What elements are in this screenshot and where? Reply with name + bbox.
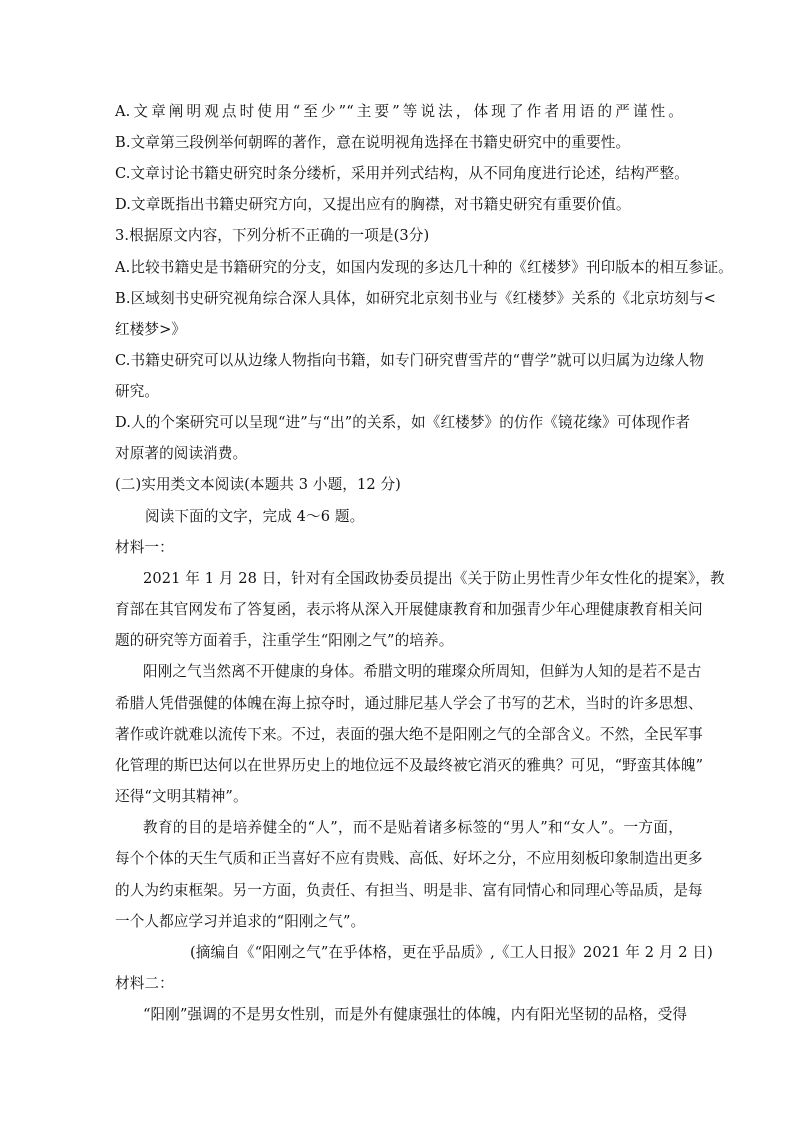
material-1-p2-line4: 化管理的斯巴达何以在世界历史上的地位远不及最终被它消灭的雅典？可见，“野蛮其体魄” [115, 757, 704, 774]
material-2-label: 材料二： [115, 975, 174, 992]
option-3d-line2: 对原著的阅读消费。 [115, 445, 248, 462]
material-1-p1-line1: 2021 年 1 月 28 日，针对有全国政协委员提出《关于防止男性青少年女性化的提案》，教 [143, 570, 725, 587]
material-1-p1-line3: 题的研究等方面着手，注重学生“阳刚之气”的培养。 [115, 632, 454, 649]
material-1-source: (摘编自《“阳刚之气”在乎体格，更在乎品质》,《工人日报》2021 年 2 月 2 日) [190, 944, 713, 961]
option-3a: A.比较书籍史是书籍研究的分支，如国内发现的多达几十种的《红楼梦》刊印版本的相互参证。 [115, 259, 733, 276]
material-1-p2-line1: 阳刚之气当然离不开健康的身体。希腊文明的璀璨众所周知，但鲜为人知的是若不是古 [143, 663, 702, 680]
material-1-p3-line2: 每个个体的天生气质和正当喜好不应有贵贱、高低、好坏之分，不应用刻板印象制造出更多 [115, 850, 703, 867]
option-3b-line1: B.区域刻书史研究视角综合深人具体，如研究北京刻书业与《红楼梦》关系的《北京坊刻与< [115, 290, 716, 307]
option-2d: D.文章既指出书籍史研究方向，又提出应有的胸襟，对书籍史研究有重要价值。 [115, 196, 631, 213]
section-instruction: 阅读下面的文字，完成 4～6 题。 [145, 508, 365, 525]
material-1-p1-line2: 育部在其官网发布了答复函，表示将从深入开展健康教育和加强青少年心理健康教育相关问 [115, 601, 703, 618]
section-heading: (二)实用类文本阅读(本题共 3 小题，12 分) [115, 476, 401, 493]
material-2-p1-line1: “阳刚”强调的不是男女性别，而是外有健康强壮的体魄，内有阳光坚韧的品格，受得 [143, 1006, 688, 1023]
material-1-p2-line3: 著作或许就难以流传下来。不过，表面的强大绝不是阳刚之气的全部含义。不然，全民军事 [115, 726, 703, 743]
material-1-p2-line5: 还得“文明其精神”。 [115, 788, 248, 805]
material-1-p3-line3: 的人为约束框架。另一方面，负责任、有担当、明是非、富有同情心和同理心等品质，是每 [115, 882, 703, 899]
option-3c-line2: 研究。 [115, 383, 160, 400]
option-3c-line1: C.书籍史研究可以从边缘人物指向书籍，如专门研究曹雪芹的“曹学”就可以归属为边缘人物 [115, 352, 704, 369]
option-2b: B.文章第三段例举何朝晖的著作，意在说明视角选择在书籍史研究中的重要性。 [115, 134, 631, 151]
option-3b-line2: 红楼梦>》 [115, 321, 187, 338]
material-1-p3-line4: 一个人都应学习并追求的“阳刚之气”。 [115, 913, 366, 930]
option-2a: A.文章阐明观点时使用“至少”“主要”等说法，体现了作者用语的严谨性。 [115, 103, 683, 120]
material-1-p3-line1: 教育的目的是培养健全的“人”，而不是贴着诸多标签的“男人”和“女人”。一方面， [143, 819, 683, 836]
material-1-p2-line2: 希腊人凭借强健的体魄在海上掠夺时，通过腓尼基人学会了书写的艺术，当时的许多思想、 [115, 695, 703, 712]
question-3-stem: 3.根据原文内容，下列分析不正确的一项是(3分) [115, 227, 430, 244]
option-2c: C.文章讨论书籍史研究时条分缕析，采用并列式结构，从不同角度进行论述，结构严整。 [115, 165, 689, 182]
option-3d-line1: D.人的个案研究可以呈现“进”与“出”的关系，如《红楼梦》的仿作《镜花缘》可体现作者 [115, 414, 691, 431]
material-1-label: 材料一： [115, 539, 174, 556]
